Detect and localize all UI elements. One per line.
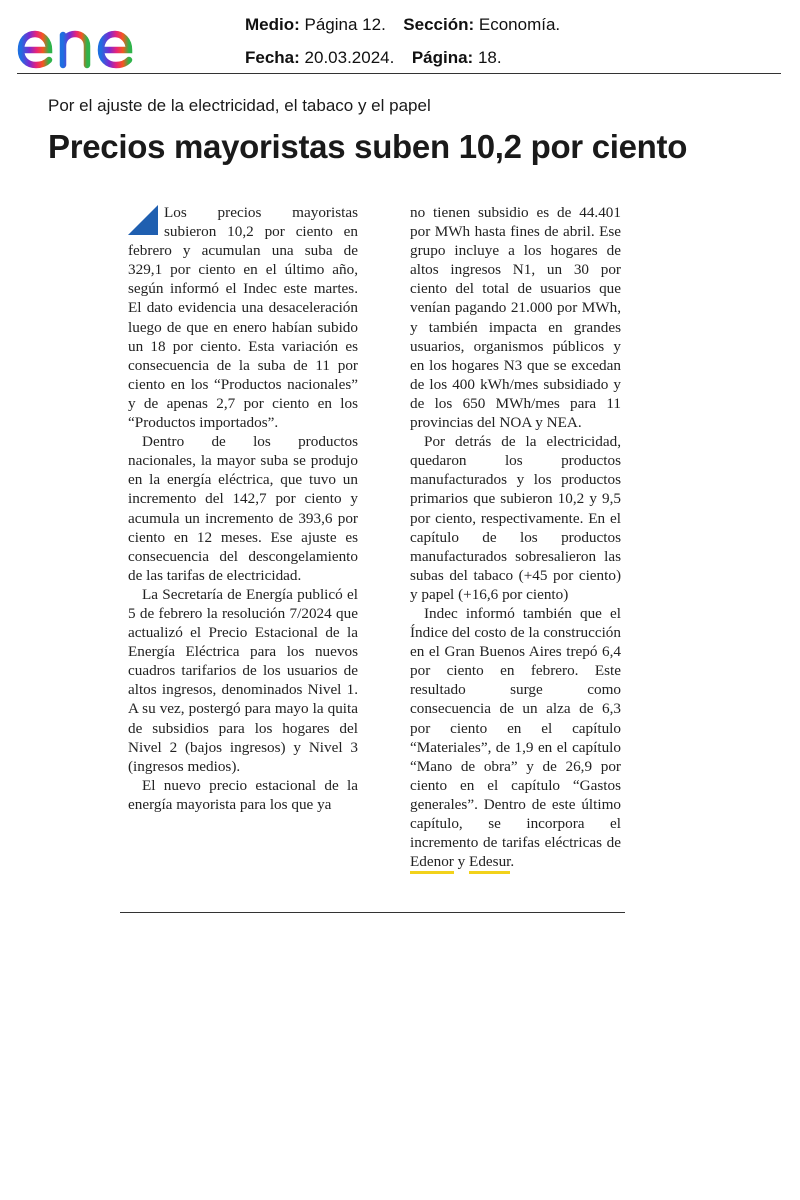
paragraph-text: Los precios mayoristas subieron 10,2 por ciento en febrero y acumulan una suba de 329,1 por ciento en el último año, según informó el Indec este martes. El dato evidencia una desaceleración luego de que en enero habían subido un 18 por ciento. Esta variación es consecuencia de la suba de 11 por ciento en los “Productos nacionales” y de apenas 2,7 por ciento en los “Productos importados”.: [128, 204, 358, 432]
end-punctuation: .: [510, 853, 515, 871]
connector-text: y: [453, 853, 470, 871]
article-column-left: [128, 203, 358, 814]
paragraph: La Secretaría de Energía publicó el 5 de febrero la resolución 7/2024 que actualizó el Precio Estacional de la Energía Eléctrica para los nuevos cuadros tarifarios de los usuarios de altos ingresos, denominados Nivel 1. A su vez, postergó para mayo la quita de subsidios para los hogares del Nivel 2 (bajos ingresos) y Nivel 3 (ingresos medios).: [128, 585, 358, 775]
seccion-value: Economía.: [478, 15, 561, 34]
highlighted-company-edenor: Edenor: [410, 853, 454, 874]
paragraph: [410, 604, 621, 871]
article-end-divider: [120, 912, 625, 913]
paragraph-text: Indec informó también que el Índice del costo de la construcción en el Gran Buenos Aires trepó 6,4 por ciento en febrero. Este resultado surge como consecuencia de un alza de 6,3 por ciento en el capítulo “Materiales”, de 1,9 en el capítulo “Mano de obra” y de 26,9 por ciento en el capítulo “Gastos generales”. Dentro de este último capítulo, se incorpora el incremento de tarifas eléctricas de: [410, 604, 621, 852]
triangle-dropcap-icon: [128, 205, 158, 235]
medio-label: Medio:: [245, 15, 300, 34]
header-divider: [17, 73, 781, 74]
medio-value: Página 12.: [304, 15, 386, 34]
enel-logo: [16, 8, 181, 70]
article-headline: Precios mayoristas suben 10,2 por ciento: [48, 128, 688, 165]
article-kicker: Por el ajuste de la electricidad, el tabaco y el papel: [48, 96, 431, 115]
paragraph: Por detrás de la electricidad, quedaron los productos manufacturados y los productos primarios que subieron 10,2 y 9,5 por ciento, respectivamente. En el capítulo de los productos manufacturados sobresalieron las subas del tabaco (+45 por ciento) y papel (+16,6 por ciento): [410, 433, 621, 603]
highlighted-company-edesur: Edesur: [469, 853, 510, 874]
meta-line-1: [245, 8, 560, 41]
article-column-right: [410, 203, 621, 871]
paragraph: [128, 203, 358, 432]
seccion-label: Sección:: [403, 15, 475, 34]
meta-line-2: [245, 41, 560, 74]
pagina-value: 18.: [477, 48, 502, 67]
pagina-label: Página:: [411, 48, 474, 67]
paragraph: no tienen subsidio es de 44.401 por MWh hasta fines de abril. Ese grupo incluye a los hogares de altos ingresos N1, un 30 por ciento del total de usuarios que venían pagando 21.000 por MWh, y también impacta en grandes usuarios, organismos públicos y en los hogares N3 que se excedan de los 400 kWh/mes subsidiado y de los 650 MWh/mes para 11 provincias del NOA y NEA.: [410, 204, 621, 432]
paragraph: El nuevo precio estacional de la energía mayorista para los que ya: [128, 776, 358, 813]
fecha-value: 20.03.2024.: [304, 48, 395, 67]
publication-metadata: [245, 8, 560, 74]
fecha-label: Fecha:: [245, 48, 300, 67]
paragraph: Dentro de los productos nacionales, la mayor suba se produjo en la energía eléctrica, que tuvo un incremento del 142,7 por ciento y acumula un incremento de 393,6 por ciento en 12 meses. Ese ajuste es consecuencia del descongelamiento de las tarifas de electricidad.: [128, 433, 358, 584]
